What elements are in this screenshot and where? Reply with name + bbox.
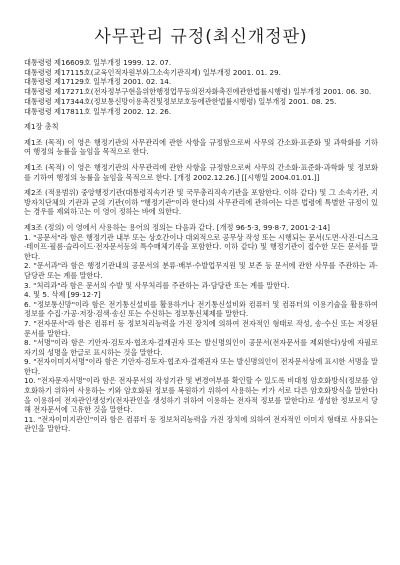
- definition-item: 11. "전자이미지관인"이라 함은 컴퓨터 등 정보처리능력을 가진 장치에 의하여 전자적인 이미지 형태로 사용되는 관인을 말한다.: [24, 414, 378, 434]
- definition-item: 6. "정보통신망"이라 함은 전기통신설비를 활용하거나 전기통신설비와 컴퓨터 및 컴퓨터의 이용기술을 활용하여 정보를 수집·가공·저장·검색·송신 또는 수신하는 정보통신체제를 말한다.: [24, 299, 378, 319]
- article-3-heading: 제3조 (정의) 이 영에서 사용하는 용어의 정의는 다음과 같다. [개정 96·5·3, 99·8·7, 2001·2·14]: [24, 222, 330, 232]
- decree-line: 대통령령 제17115호(교육인적자원부와그소속기관직제) 일부개정 2001. 01. 29.: [24, 67, 281, 77]
- decree-line: 대통령령 제16609호 일부개정 1999. 12. 07.: [24, 58, 172, 67]
- definition-item: 9. "전자이미지서명"이라 함은 기안자·검토자·협조자·결재권자 또는 발신명의인이 전자문서상에 표시한 서명을 말한다.: [24, 357, 378, 376]
- definition-item: 2. "문서과"라 함은 행정기관내의 공문서의 분류·배부·수발업무지원 및 보존 등 문서에 관한 사무를 주관하는 과·담당관 또는 계를 말한다.: [24, 261, 378, 280]
- definition-item: 1. "공문서"라 함은 행정기관 내부 또는 상호간이나 대외적으로 공무상 작성 또는 시행되는 문서(도면·사진·디스크·테이프·필름·슬라이드·전자문서등의 특수매체기록을 포함한다. 이하 같다) 및 행정기관이 접수한 모든 문서를 말한다.: [24, 232, 378, 261]
- definition-item: 3. "처리과"라 함은 문서의 수발 및 사무처리를 주관하는 과·담당관 또는 계를 말한다.: [24, 280, 290, 290]
- definition-item: 10. "전자문자서명"이라 함은 전자문서의 작성기관 및 변경여부를 확인할 수 있도록 비대칭 암호화방식(정보를 암호화하기 위하여 사용하는 키와 암호화된 정보를 복원하기 위하여 사용하는 키가 서로 다른 암호화방식을 말한다)을 이용하여 전자관인생성키(전자관인을 생성하기 위하여 이용하는 전자적 정보를 말한다)로 생성한 정보로서 당해 전자문서에 고유한 것을 말한다.: [24, 376, 378, 415]
- article-1-amended: 제1조 (목적) 이 영은 행정기관의 사무관리에 관한 사항을 규정함으로써 사무의 간소화·표준화·과학화 및 정보화를 기하여 행정의 능률을 높임을 목적으로 한다. [개정 2002.12.26.] [[시행일 2004.01.01.]]: [24, 163, 378, 182]
- definition-item: 4. 및 5. 삭제 [99·12·7]: [24, 290, 101, 300]
- document-title: 사무관리 규정(최신개정판): [94, 27, 308, 47]
- article-1-original: 제1조 (목적) 이 영은 행정기관의 사무관리에 관한 사항을 규정함으로써 사무의 간소화·표준화 및 과학화를 기하여 행정의 능률을 높임을 목적으로 한다.: [24, 137, 378, 157]
- definition-item: 8. "서명"이라 함은 기안자·검토자·협조자·결재권자 또는 발신명의인이 공문서(전자문서를 제외한다)상에 자필로 자기의 성명을 한글로 표시하는 것을 말한다.: [24, 338, 378, 357]
- decree-line: 대통령령 제17129호 일부개정 2001. 02. 14.: [24, 77, 172, 87]
- decree-line: 대통령령 제17811호 일부개정 2002. 12. 26.: [24, 106, 172, 116]
- article-2: 제2조 (적용범위) 중앙행정기관(대통령직속기관 및 국무총리직속기관을 포함한다. 이하 같다) 및 그 소속기관, 지방자치단체의 기관과 군의 기관(이하 "행정기관"이라 한다)의 사무관리에 관하여는 다른 법령에 특별한 규정이 있는 경우를 제외하고는 이 영이 정하는 바에 의한다.: [24, 188, 378, 217]
- chapter-heading: 제1장 총칙: [24, 122, 59, 132]
- decree-line: 대통령령 제17271호(전자정부구현을위한행정업무등의전자화촉진에관한법률시행령) 일부개정 2001. 06. 30.: [24, 87, 372, 97]
- definition-item: 7. "전자문서"라 함은 컴퓨터 등 정보처리능력을 가진 장치에 의하여 전자적인 형태로 작성, 송·수신 또는 저장된 문서를 말한다.: [24, 318, 378, 338]
- decree-line: 대통령령 제17344호(정보통신망이용촉진및정보보호등에관한법률시행령) 일부개정 2001. 08. 25.: [24, 96, 337, 106]
- amendment-history: [24, 58, 378, 116]
